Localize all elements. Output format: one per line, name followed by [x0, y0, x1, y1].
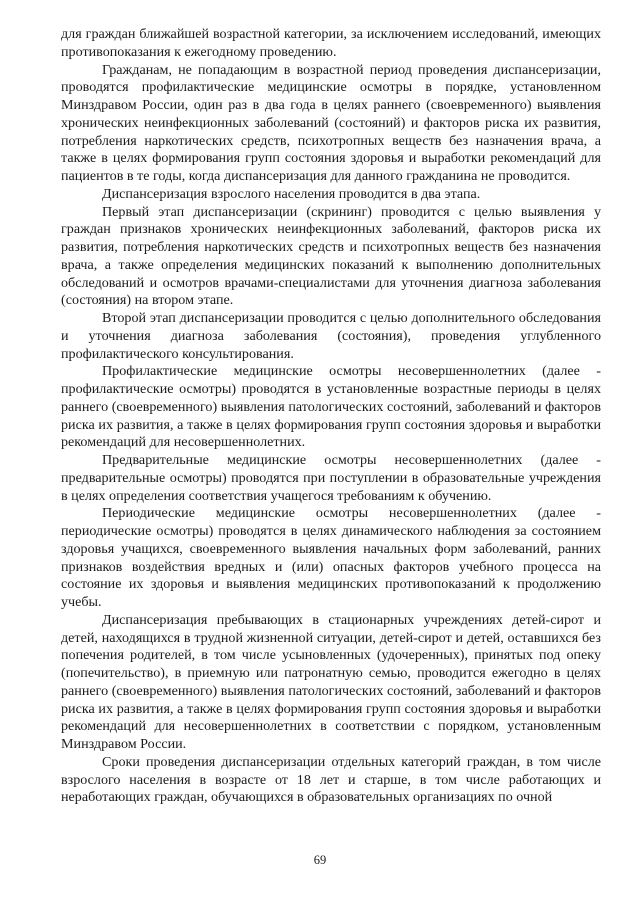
paragraph: Диспансеризация взрослого населения проводится в два этапа.	[102, 185, 481, 202]
body-text	[61, 26, 601, 807]
paragraph-continuation: для граждан ближайшей возрастной категории, за исключением исследований, имеющих противопоказания к ежегодному проведению.	[61, 26, 601, 60]
paragraph: Сроки проведения диспансеризации отдельных категорий граждан, в том числе взрослого населения в возрасте от 18 лет и старше, в том числе работающих и неработающих граждан, обучающихся в образовательных организациях по очной	[61, 753, 601, 806]
paragraph: Гражданам, не попадающим в возрастной период проведения диспансеризации, проводятся профилактические медицинские осмотры в порядке, установленном Минздравом России, один раз в два года в целях раннего (своевременного) выявления хронических неинфекционных заболеваний (состояний) и факторов риска их развития, потребления наркотических средств, психотропных веществ без назначения врача, а также в целях формирования групп состояния здоровья и выработки рекомендаций для пациентов в те годы, когда диспансеризация для данного гражданина не проводится.	[61, 61, 601, 184]
paragraph: Первый этап диспансеризации (скрининг) проводится с целью выявления у граждан признаков хронических неинфекционных заболеваний, факторов риска их развития, потребления наркотических средств и психотропных веществ без назначения врача, а также определения медицинских показаний к выполнению дополнительных обследований и осмотров врачами-специалистами для уточнения диагноза заболевания (состояния) на втором этапе.	[61, 203, 601, 309]
paragraph: Профилактические медицинские осмотры несовершеннолетних (далее - профилактические осмотры) проводятся в установленные возрастные периоды в целях раннего (своевременного) выявления патологических состояний, заболеваний и факторов риска их развития, а также в целях формирования групп состояния здоровья и выработки рекомендаций для несовершеннолетних.	[61, 363, 601, 451]
paragraph: Периодические медицинские осмотры несовершеннолетних (далее - периодические осмотры) проводятся в целях динамического наблюдения за состоянием здоровья учащихся, своевременного выявления начальных форм заболеваний, ранних признаков воздействия вредных и (или) опасных факторов учебного процесса на состояние их здоровья и выявления медицинских противопоказаний к продолжению учебы.	[61, 505, 601, 610]
paragraph: Предварительные медицинские осмотры несовершеннолетних (далее - предварительные осмотры) проводятся при поступлении в образовательные учреждения в целях определения соответствия учащегося требованиям к обучению.	[61, 452, 601, 504]
page-number: 69	[313, 853, 327, 867]
paragraph: Диспансеризация пребывающих в стационарных учреждениях детей-сирот и детей, находящихся в трудной жизненной ситуации, детей-сирот и детей, оставшихся без попечения родителей, в том числе усыновленных (удочеренных), принятых под опеку (попечительство), в приемную или патронатную семью, проводится ежегодно в целях раннего (своевременного) выявления патологических состояний, заболеваний и факторов риска их развития, а также в целях формирования групп состояния здоровья и выработки рекомендаций для несовершеннолетних в соответствии с порядком, установленным Минздравом России.	[61, 611, 601, 752]
paragraph: Второй этап диспансеризации проводится с целью дополнительного обследования и уточнения диагноза заболевания (состояния), проведения углубленного профилактического консультирования.	[61, 310, 601, 362]
